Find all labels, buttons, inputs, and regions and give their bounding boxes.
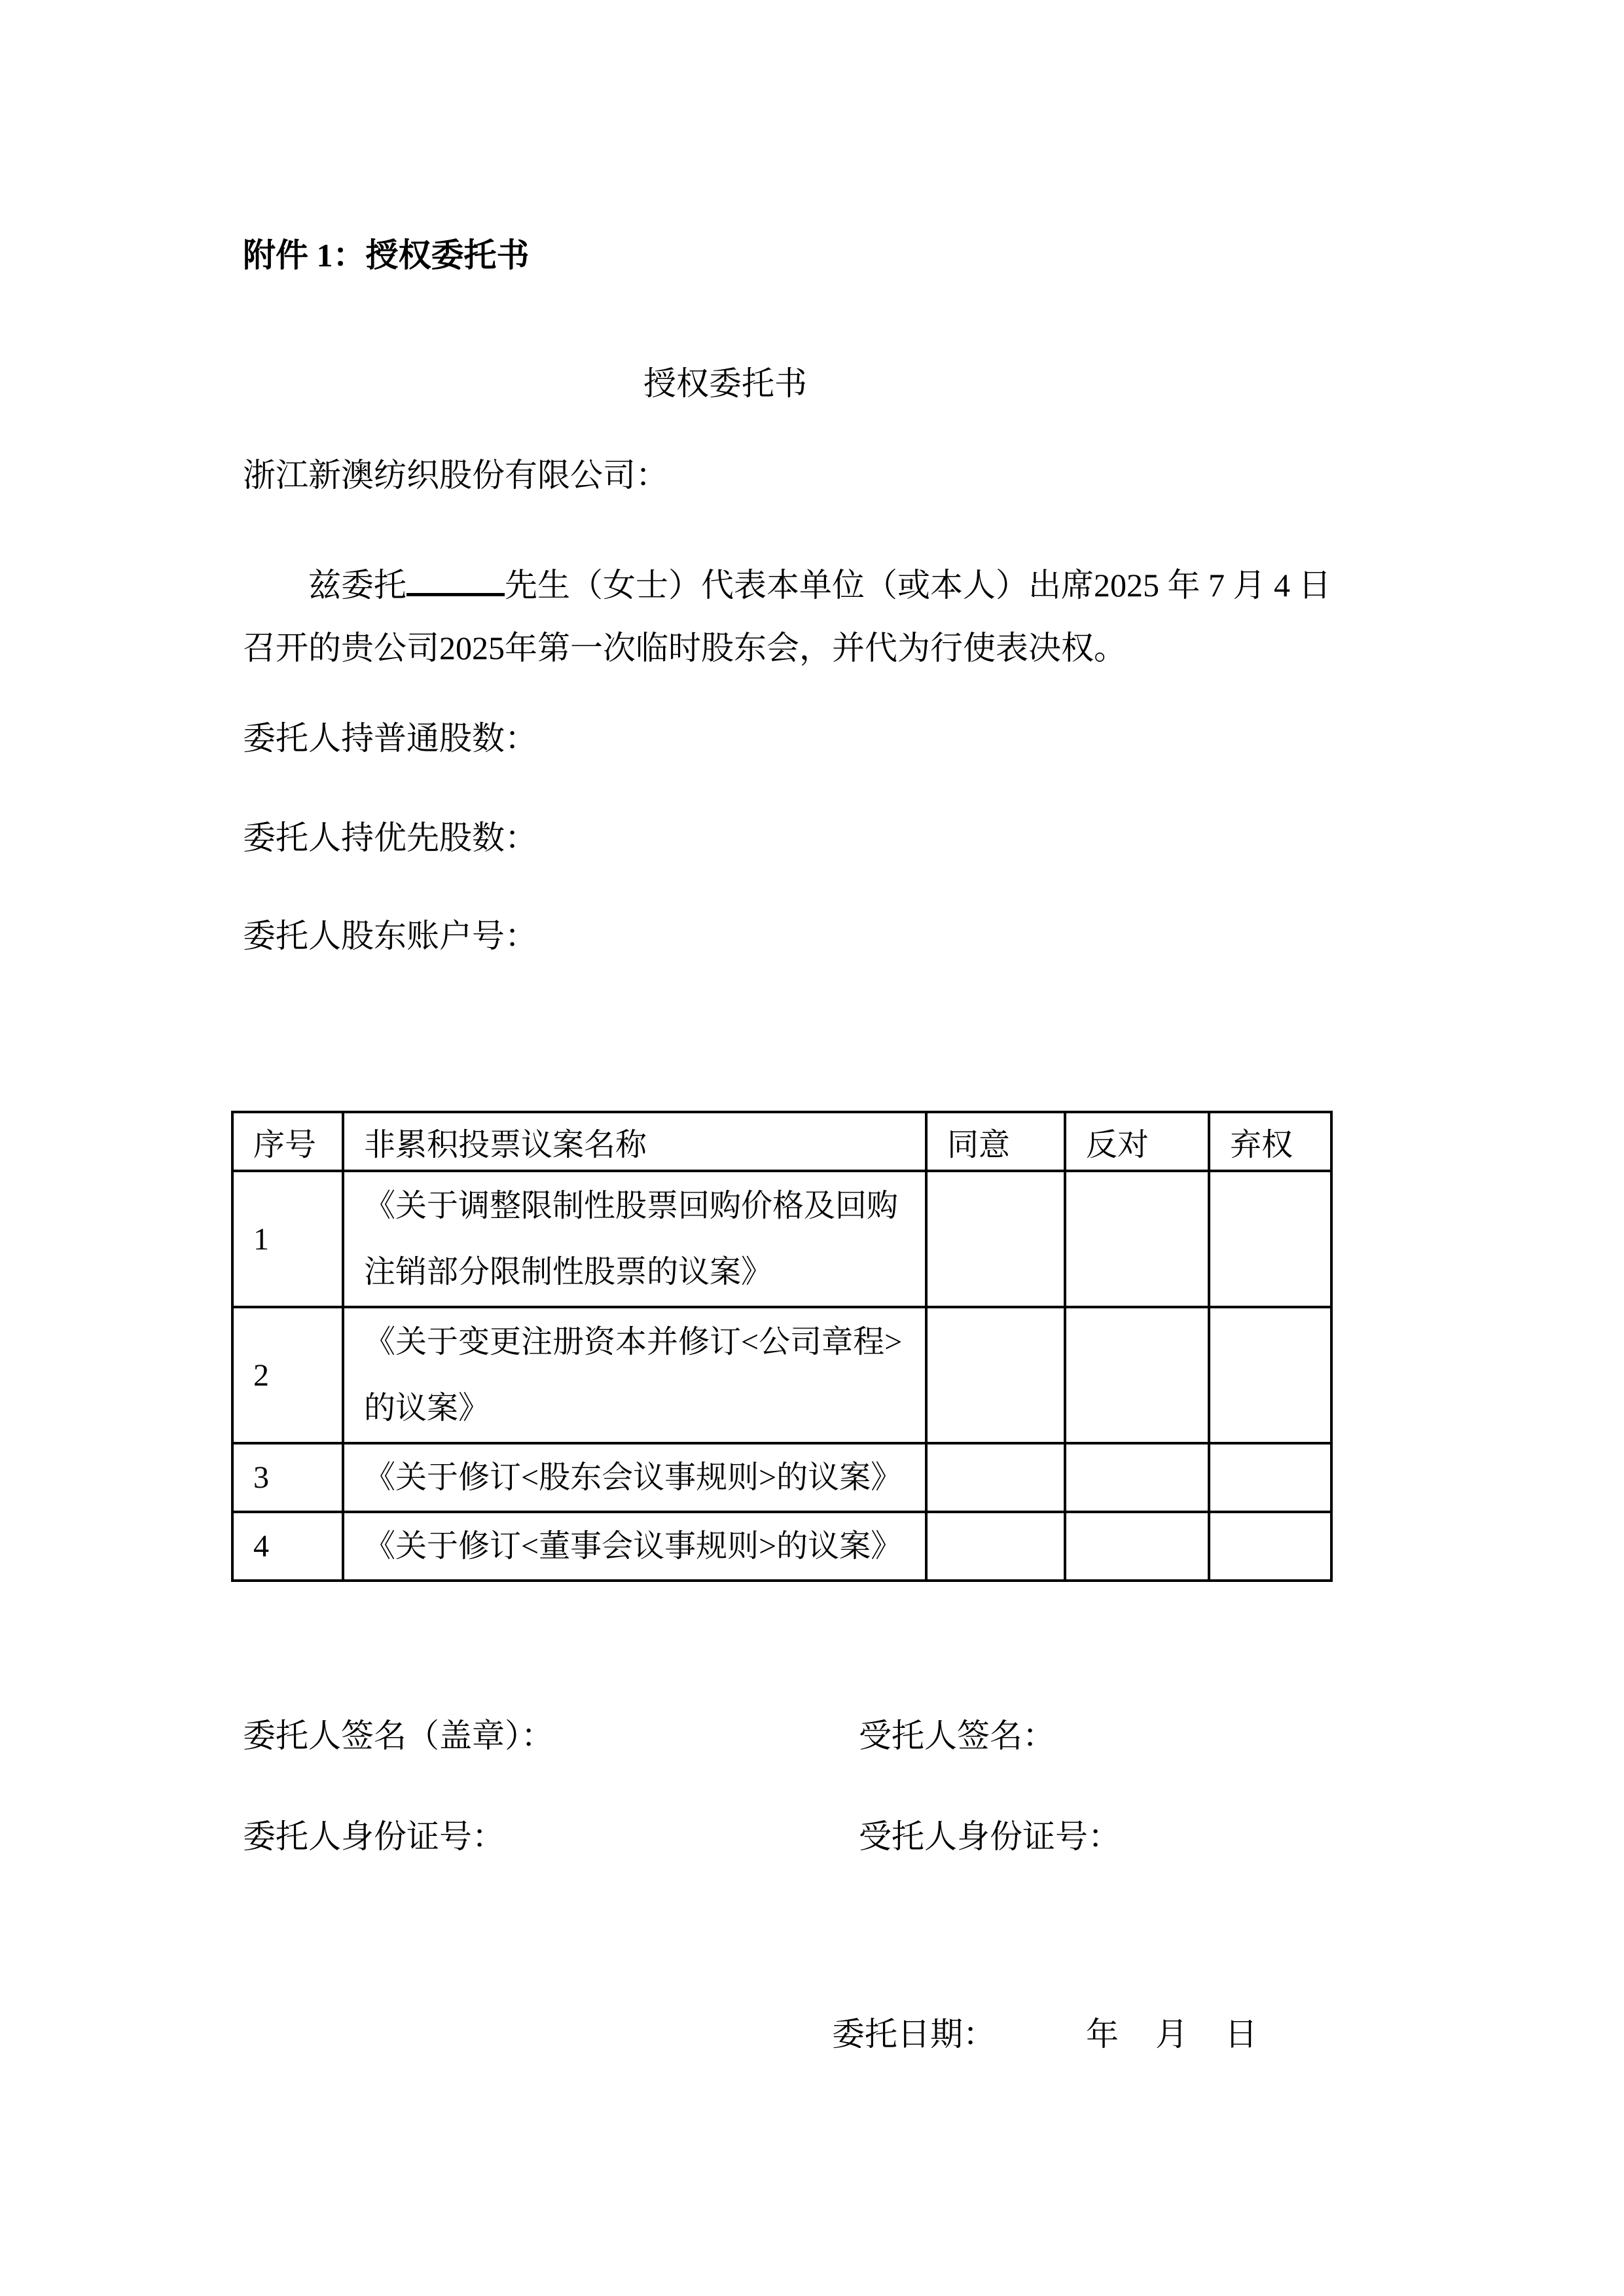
row-index: 4 bbox=[232, 1512, 343, 1581]
proposal-name-line: 注销部分限制性股票的议案》 bbox=[364, 1255, 773, 1289]
date-line bbox=[832, 2008, 1257, 2055]
table-row bbox=[232, 1171, 1331, 1307]
table-row bbox=[232, 1512, 1331, 1581]
proxy-statement bbox=[243, 554, 1331, 679]
salutation: 浙江新澳纺织股份有限公司： bbox=[243, 457, 668, 493]
vote-agree-cell bbox=[926, 1443, 1065, 1512]
doc-title: 授权委托书 bbox=[643, 365, 807, 402]
proposal-name-cell bbox=[343, 1512, 926, 1581]
proposal-name-line: 《关于调整限制性股票回购价格及回购 bbox=[364, 1189, 899, 1223]
col-header-agree: 同意 bbox=[926, 1112, 1065, 1171]
col-header-abstain: 弃权 bbox=[1209, 1112, 1331, 1171]
vote-against-cell bbox=[1065, 1443, 1209, 1512]
vote-agree-cell bbox=[926, 1307, 1065, 1443]
proposal-name-line: 《关于变更注册资本并修订<公司章程> bbox=[364, 1325, 903, 1359]
table-row bbox=[232, 1307, 1331, 1443]
col-header-proposal-name: 非累积投票议案名称 bbox=[343, 1112, 926, 1171]
proposal-name-line: 《关于修订<董事会议事规则>的议案》 bbox=[364, 1529, 903, 1564]
agent-signature-label: 受托人签名： bbox=[859, 1717, 1055, 1754]
vote-agree-cell bbox=[926, 1171, 1065, 1307]
proxy-statement-line1 bbox=[243, 554, 1331, 617]
date-label: 委托日期： bbox=[832, 2016, 996, 2053]
proxy-statement-line2: 召开的贵公司2025年第一次临时股东会，并代为行使表决权。 bbox=[243, 630, 1127, 666]
vote-against-cell bbox=[1065, 1171, 1209, 1307]
proposal-name-cell bbox=[343, 1307, 926, 1443]
vote-abstain-cell bbox=[1209, 1307, 1331, 1443]
vote-abstain-cell bbox=[1209, 1443, 1331, 1512]
row-index: 3 bbox=[232, 1443, 343, 1512]
row-index: 2 bbox=[232, 1307, 343, 1443]
table-row bbox=[232, 1443, 1331, 1512]
col-header-index: 序号 bbox=[232, 1112, 343, 1171]
principal-signature-label: 委托人签名（盖章）： bbox=[243, 1717, 554, 1754]
agent-id-label: 受托人身份证号： bbox=[859, 1818, 1121, 1855]
vote-abstain-cell bbox=[1209, 1512, 1331, 1581]
proxy-name-blank bbox=[406, 590, 505, 596]
holder-preferred-shares-label: 委托人持优先股数： bbox=[243, 819, 537, 856]
proxy-statement-line1-post: 先生（女士）代表本单位（或本人）出席2025 年 7 月 4 日 bbox=[505, 567, 1331, 603]
attachment-title: 附件 1：授权委托书 bbox=[243, 237, 530, 274]
date-month-label: 月 bbox=[1155, 2016, 1188, 2053]
proposal-name-cell bbox=[343, 1171, 926, 1307]
col-header-against: 反对 bbox=[1065, 1112, 1209, 1171]
vote-abstain-cell bbox=[1209, 1171, 1331, 1307]
vote-against-cell bbox=[1065, 1307, 1209, 1443]
date-year-label: 年 bbox=[1086, 2016, 1119, 2053]
proxy-statement-line1-pre: 兹委托 bbox=[308, 567, 406, 603]
holder-account-label: 委托人股东账户号： bbox=[243, 918, 537, 954]
voting-table bbox=[231, 1111, 1333, 1582]
principal-id-label: 委托人身份证号： bbox=[243, 1818, 505, 1855]
proposal-name-cell bbox=[343, 1443, 926, 1512]
voting-table-header-row bbox=[232, 1112, 1331, 1171]
proposal-name-line: 《关于修订<股东会议事规则>的议案》 bbox=[364, 1460, 903, 1495]
row-index: 1 bbox=[232, 1171, 343, 1307]
vote-agree-cell bbox=[926, 1512, 1065, 1581]
proposal-name-line: 的议案》 bbox=[364, 1391, 490, 1426]
vote-against-cell bbox=[1065, 1512, 1209, 1581]
date-day-label: 日 bbox=[1225, 2016, 1257, 2053]
holder-common-shares-label: 委托人持普通股数： bbox=[243, 720, 537, 757]
